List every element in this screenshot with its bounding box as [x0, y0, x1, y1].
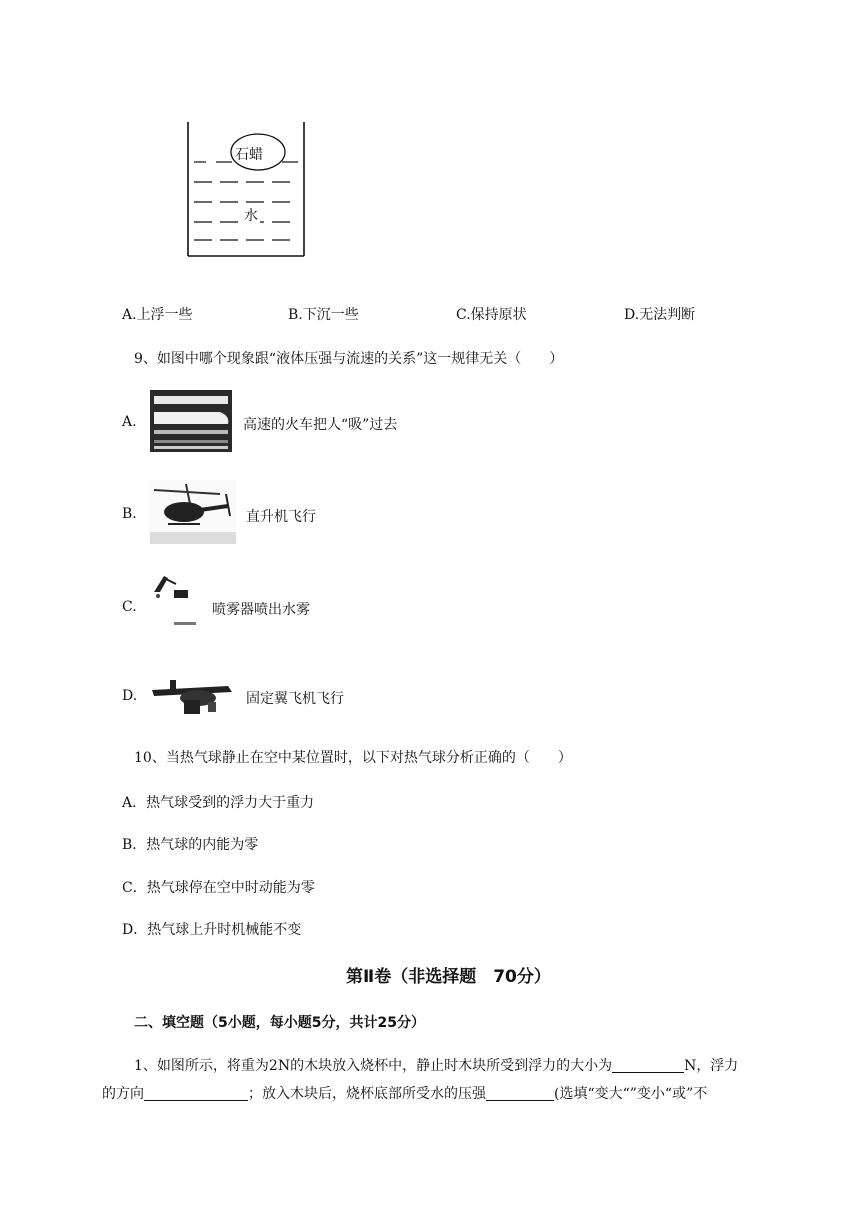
fill1-text-3: 的方向 — [102, 1086, 144, 1102]
q10-option-d: D．热气球上升时机械能不变 — [122, 922, 302, 938]
q9-option-b-key: B. — [122, 506, 137, 522]
q9-option-d-text: 固定翼飞机飞行 — [246, 691, 344, 707]
q9-option-c-key: C. — [122, 599, 137, 615]
q8-option-a — [122, 304, 193, 324]
q9-stem: 9、如图中哪个现象跟“液体压强与流速的关系”这一规律无关（ ） — [134, 351, 564, 367]
section-subtitle: 二、填空题（5小题，每小题5分，共计25分） — [134, 1015, 425, 1031]
q9-option-c-text: 喷雾器喷出水雾 — [212, 602, 310, 618]
q10-option-c: C．热气球停在空中时动能为零 — [122, 880, 315, 896]
q8-option-c-text: 保持原状 — [470, 307, 527, 323]
helicopter-image — [150, 480, 236, 544]
fill1-text-5: (选填“变大“”变小“或”不 — [554, 1086, 708, 1102]
fill1-line1 — [134, 1055, 738, 1075]
beaker-figure — [186, 122, 306, 258]
fill1-line2 — [102, 1083, 707, 1103]
q10-option-a: A．热气球受到的浮力大于重力 — [122, 795, 315, 811]
water-label: 水 — [242, 205, 260, 225]
buoyancy-blank[interactable] — [612, 1057, 684, 1073]
q10-stem: 10、当热气球静止在空中某位置时，以下对热气球分析正确的（ ） — [134, 750, 572, 766]
fill1-text-1: 1、如图所示，将重为2N的木块放入烧杯中，静止时木块所受到浮力的大小为 — [134, 1058, 613, 1074]
q8-option-c — [456, 304, 527, 324]
q8-option-b-text: 下沉一些 — [302, 307, 359, 323]
q9-option-a-text: 高速的火车把人“吸”过去 — [243, 417, 398, 433]
q8-option-a-text: 上浮一些 — [136, 307, 193, 323]
q9-option-b-text: 直升机飞行 — [246, 509, 316, 525]
airplane-image — [148, 674, 234, 718]
fill1-text-2: N，浮力 — [684, 1058, 739, 1074]
q9-option-a-key: A. — [122, 414, 137, 430]
q8-option-d — [624, 304, 695, 324]
section-title: 第Ⅱ卷（非选择题 70分） — [346, 967, 551, 987]
q8-option-b — [288, 304, 359, 324]
q8-option-d-key: D. — [624, 307, 640, 323]
fill1-text-4: ；放入木块后，烧杯底部所受水的压强 — [248, 1086, 486, 1102]
q8-option-c-key: C. — [456, 307, 471, 323]
q9-option-d-key: D. — [122, 688, 138, 704]
train-image — [150, 390, 232, 452]
pressure-blank[interactable] — [486, 1085, 554, 1101]
direction-blank[interactable] — [144, 1085, 248, 1101]
q8-option-a-key: A. — [122, 307, 137, 323]
q8-option-b-key: B. — [288, 307, 303, 323]
wax-label: 石蜡 — [235, 147, 263, 163]
q10-option-b: B．热气球的内能为零 — [122, 837, 259, 853]
sprayer-image — [148, 570, 198, 634]
q8-option-d-text: 无法判断 — [639, 307, 696, 323]
